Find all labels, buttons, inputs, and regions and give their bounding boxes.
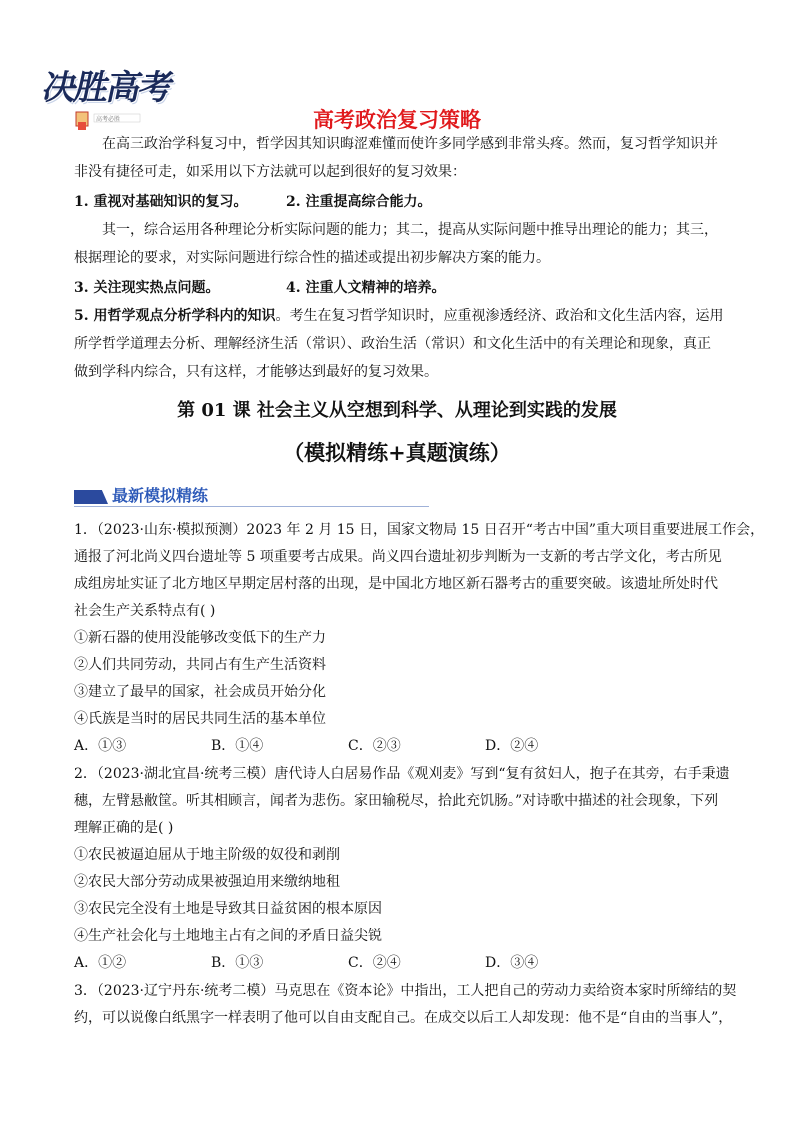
intro-paragraph: 在高三政治学科复习中，哲学因其知识晦涩难懂而使许多同学感到非常头疼。然而，复习哲学知识并非没有捷径可走，如采用以下方法就可以起到很好的复习效果： xyxy=(74,136,718,180)
option-b: B．①④ xyxy=(211,738,264,754)
statement-item: ④氏族是当时的居民共同生活的基本单位 xyxy=(74,711,326,727)
question-line: 成组房址实证了北方地区早期定居村落的出现，是中国北方地区新石器考古的重要突破。该遗址所处时代 xyxy=(74,576,718,592)
statement-item: ④生产社会化与土地地主占有之间的矛盾日益尖锐 xyxy=(74,928,382,944)
statement-item: ①农民被逼迫屈从于地主阶级的奴役和剥削 xyxy=(74,847,340,863)
option-c: C．②③ xyxy=(348,738,401,754)
method-1: 1. 重视对基础知识的复习。 xyxy=(74,194,248,210)
question-line: 通报了河北尚义四台遗址等 5 项重要考古成果。尚义四台遗址初步判断为一支新的考古学文化，考古所见 xyxy=(74,549,722,565)
lesson-title: 第 01 课 社会主义从空想到科学、从理论到实践的发展 xyxy=(177,400,617,421)
question-line: 社会生产关系特点有( ) xyxy=(74,603,216,619)
method-5-paragraph xyxy=(74,302,724,386)
section-underline xyxy=(74,506,429,507)
question-line: 2．（2023·湖北宜昌·统考三模）唐代诗人白居易作品《观刈麦》写到“复有贫妇人，抱子在其旁，右手秉遗 xyxy=(74,766,730,782)
statement-item: ③农民完全没有土地是导致其日益贫困的根本原因 xyxy=(74,901,382,917)
method-4: 4. 注重人文精神的培养。 xyxy=(286,280,446,296)
option-a: A．①③ xyxy=(74,738,127,754)
logo-badge-text: 高考必胜 xyxy=(96,116,121,123)
option-c: C．②④ xyxy=(348,955,401,971)
question-line: 约，可以说像白纸黑字一样表明了他可以自由支配自己。在成交以后工人却发现：他不是“自由的当事人”， xyxy=(74,1010,733,1026)
section-heading xyxy=(74,484,429,508)
question-line: 1．（2023·山东·模拟预测）2023 年 2 月 15 日，国家文物局 15 日召开“考古中国”重大项目重要进展工作会， xyxy=(74,522,765,538)
method-5-text: 。考生在复习哲学知识时，应重视渗透经济、政治和文化生活内容，运用所学哲学道理去分析、理解经济生活（常识）、政治生活（常识）和文化生活中的有关理论和现象，真正做到学科内综合，只有这样，才能够达到最好的复习效果。 xyxy=(74,308,724,380)
option-d: D．③④ xyxy=(485,955,539,971)
logo-text: 决胜高考 xyxy=(39,68,176,108)
option-a: A．①② xyxy=(74,955,127,971)
statement-item: ③建立了最早的国家，社会成员开始分化 xyxy=(74,684,326,700)
page-title: 高考政治复习策略 xyxy=(313,108,481,132)
statement-item: ②人们共同劳动，共同占有生产生活资料 xyxy=(74,657,326,673)
question-line: 穗，左臂悬敝筐。听其相顾言，闻者为悲伤。家田输税尽，拾此充饥肠。”对诗歌中描述的社会现象，下列 xyxy=(74,793,719,809)
method-3: 3. 关注现实热点问题。 xyxy=(74,280,220,296)
question-line: 理解正确的是( ) xyxy=(74,820,174,836)
method-2-detail: 其一，综合运用各种理论分析实际问题的能力；其二，提高从实际问题中推导出理论的能力；其三，根据理论的要求，对实际问题进行综合性的描述或提出初步解决方案的能力。 xyxy=(74,222,718,266)
option-d: D．②④ xyxy=(485,738,539,754)
method-5-heading: 5. 用哲学观点分析学科内的知识 xyxy=(74,308,276,324)
question-line: 3．（2023·辽宁丹东·统考二模）马克思在《资本论》中指出，工人把自己的劳动力卖给资本家时所缔结的契 xyxy=(74,983,737,999)
option-b: B．①③ xyxy=(211,955,264,971)
lesson-subtitle: （模拟精练+真题演练） xyxy=(283,440,511,465)
method-2: 2. 注重提高综合能力。 xyxy=(286,194,432,210)
statement-item: ①新石器的使用没能够改变低下的生产力 xyxy=(74,630,326,646)
statement-item: ②农民大部分劳动成果被强迫用来缴纳地租 xyxy=(74,874,340,890)
section-marker-icon xyxy=(74,490,108,504)
section-heading-text: 最新模拟精练 xyxy=(112,486,209,505)
